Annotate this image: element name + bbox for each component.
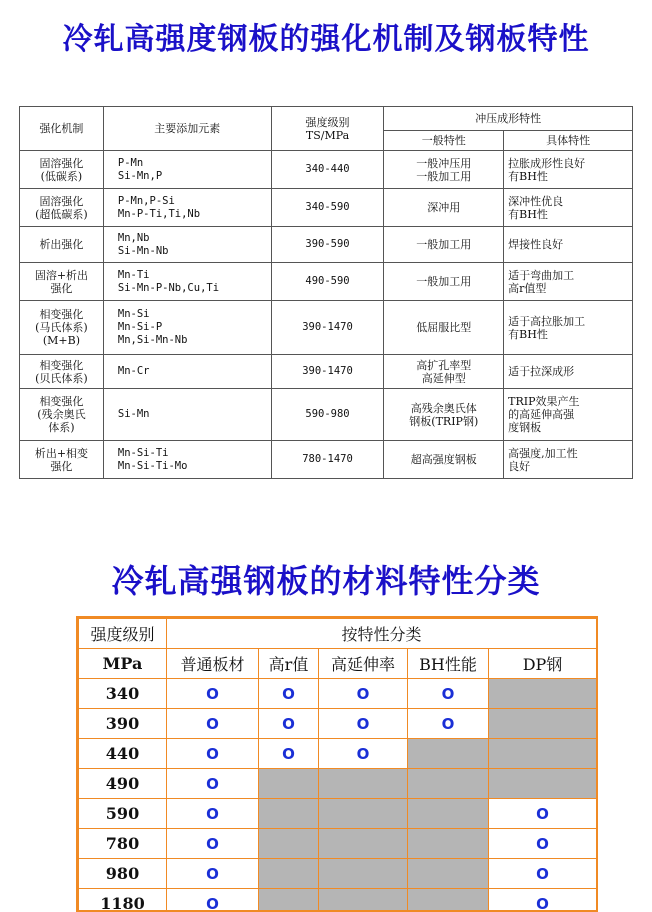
corner-unit-label: MPa: [79, 649, 167, 679]
table-row: [20, 389, 633, 441]
grade-cell: 490: [79, 769, 167, 799]
header-forming: 冲压成形特性: [384, 107, 633, 131]
grade-cell: 1180: [79, 889, 167, 912]
gray-cell: [489, 679, 597, 709]
classification-table: [78, 618, 597, 912]
table-row: [20, 227, 633, 263]
general-cell: 高扩孔率型 高延伸型: [384, 355, 504, 389]
column-header: 普通板材: [167, 649, 259, 679]
specific-cell: 高强度,加工性 良好: [504, 441, 633, 479]
gray-cell: [319, 829, 408, 859]
mark-cell: O: [259, 739, 319, 769]
elements-cell: Mn-Si-Ti Mn-Si-Ti-Mo: [103, 441, 271, 479]
mark-cell: O: [167, 679, 259, 709]
mechanism-cell: 相变强化 (贝氏体系): [20, 355, 104, 389]
strength-cell: 590-980: [271, 389, 384, 441]
table-row: [79, 739, 597, 769]
strength-cell: 340-590: [271, 189, 384, 227]
strength-cell: 340-440: [271, 151, 384, 189]
mark-cell: O: [167, 709, 259, 739]
gray-cell: [259, 799, 319, 829]
mechanism-cell: 固溶强化 (超低碳系): [20, 189, 104, 227]
grade-cell: 780: [79, 829, 167, 859]
mechanism-cell: 析出强化: [20, 227, 104, 263]
gray-cell: [408, 799, 489, 829]
specific-cell: 焊接性良好: [504, 227, 633, 263]
table-row: [79, 679, 597, 709]
strength-cell: 780-1470: [271, 441, 384, 479]
gray-cell: [489, 739, 597, 769]
grade-cell: 340: [79, 679, 167, 709]
mechanism-cell: 固溶+析出 强化: [20, 263, 104, 301]
column-header: 高r值: [259, 649, 319, 679]
strength-cell: 390-1470: [271, 301, 384, 355]
gray-cell: [408, 769, 489, 799]
column-header: BH性能: [408, 649, 489, 679]
grade-cell: 390: [79, 709, 167, 739]
table-row: [79, 709, 597, 739]
strengthening-table: [19, 106, 633, 479]
grade-cell: 590: [79, 799, 167, 829]
table-row: [20, 301, 633, 355]
gray-cell: [408, 739, 489, 769]
mark-cell: O: [167, 829, 259, 859]
corner-grade-label: 强度级别: [79, 619, 167, 649]
mark-cell: O: [408, 709, 489, 739]
mark-cell: O: [259, 679, 319, 709]
general-cell: 一般加工用: [384, 263, 504, 301]
table-row: [20, 355, 633, 389]
table-row: [20, 151, 633, 189]
elements-cell: Mn,Nb Si-Mn-Nb: [103, 227, 271, 263]
header-elements: 主要添加元素: [103, 107, 271, 151]
strength-cell: 490-590: [271, 263, 384, 301]
gray-cell: [319, 769, 408, 799]
table-row: [79, 769, 597, 799]
gray-cell: [408, 829, 489, 859]
mechanism-cell: 相变强化 (马氏体系) (M+B): [20, 301, 104, 355]
elements-cell: Mn-Ti Si-Mn-P-Nb,Cu,Ti: [103, 263, 271, 301]
gray-cell: [408, 889, 489, 912]
general-cell: 超高强度钢板: [384, 441, 504, 479]
mark-cell: O: [319, 679, 408, 709]
column-header: DP钢: [489, 649, 597, 679]
gray-cell: [259, 859, 319, 889]
table-row: [79, 829, 597, 859]
classification-table-frame: [76, 616, 598, 912]
mark-cell: O: [489, 859, 597, 889]
mark-cell: O: [489, 799, 597, 829]
gray-cell: [489, 769, 597, 799]
specific-cell: TRIP效果产生 的高延伸高强 度钢板: [504, 389, 633, 441]
specific-cell: 适于高拉胀加工 有BH性: [504, 301, 633, 355]
elements-cell: P-Mn Si-Mn,P: [103, 151, 271, 189]
grade-cell: 440: [79, 739, 167, 769]
page-title-1: 冷轧高强度钢板的强化机制及钢板特性: [62, 22, 590, 57]
strength-cell: 390-590: [271, 227, 384, 263]
general-cell: 一般加工用: [384, 227, 504, 263]
strength-cell: 390-1470: [271, 355, 384, 389]
mark-cell: O: [319, 709, 408, 739]
gray-cell: [259, 829, 319, 859]
mechanism-cell: 析出+相变 强化: [20, 441, 104, 479]
mechanism-cell: 相变强化 (残余奥氏 体系): [20, 389, 104, 441]
gray-cell: [319, 799, 408, 829]
table-row: [79, 889, 597, 912]
mark-cell: O: [167, 859, 259, 889]
elements-cell: Mn-Cr: [103, 355, 271, 389]
specific-cell: 适于弯曲加工 高r值型: [504, 263, 633, 301]
mark-cell: O: [167, 889, 259, 912]
general-cell: 深冲用: [384, 189, 504, 227]
grade-cell: 980: [79, 859, 167, 889]
mark-cell: O: [408, 679, 489, 709]
table-row: [20, 263, 633, 301]
group-header: 按特性分类: [167, 619, 597, 649]
mechanism-cell: 固溶强化 (低碳系): [20, 151, 104, 189]
gray-cell: [259, 889, 319, 912]
general-cell: 高残余奥氏体 钢板(TRIP钢): [384, 389, 504, 441]
mark-cell: O: [259, 709, 319, 739]
gray-cell: [489, 709, 597, 739]
mark-cell: O: [489, 829, 597, 859]
elements-cell: Si-Mn: [103, 389, 271, 441]
gray-cell: [259, 769, 319, 799]
mark-cell: O: [167, 739, 259, 769]
gray-cell: [319, 859, 408, 889]
table-row: [79, 859, 597, 889]
mark-cell: O: [167, 769, 259, 799]
header-general: 一般特性: [384, 131, 504, 151]
header-mechanism: 强化机制: [20, 107, 104, 151]
page-title-2: 冷轧高强钢板的材料特性分类: [111, 562, 541, 600]
elements-cell: P-Mn,P-Si Mn-P-Ti,Ti,Nb: [103, 189, 271, 227]
mark-cell: O: [167, 799, 259, 829]
mark-cell: O: [489, 889, 597, 912]
mark-cell: O: [319, 739, 408, 769]
gray-cell: [408, 859, 489, 889]
header-specific: 具体特性: [504, 131, 633, 151]
specific-cell: 拉胀成形性良好 有BH性: [504, 151, 633, 189]
table-row: [79, 799, 597, 829]
specific-cell: 深冲性优良 有BH性: [504, 189, 633, 227]
header-strength: 强度级别 TS/MPa: [271, 107, 384, 151]
column-header: 高延伸率: [319, 649, 408, 679]
elements-cell: Mn-Si Mn-Si-P Mn,Si-Mn-Nb: [103, 301, 271, 355]
gray-cell: [319, 889, 408, 912]
general-cell: 低屈服比型: [384, 301, 504, 355]
specific-cell: 适于拉深成形: [504, 355, 633, 389]
table-row: [20, 189, 633, 227]
table-row: [20, 441, 633, 479]
general-cell: 一般冲压用 一般加工用: [384, 151, 504, 189]
